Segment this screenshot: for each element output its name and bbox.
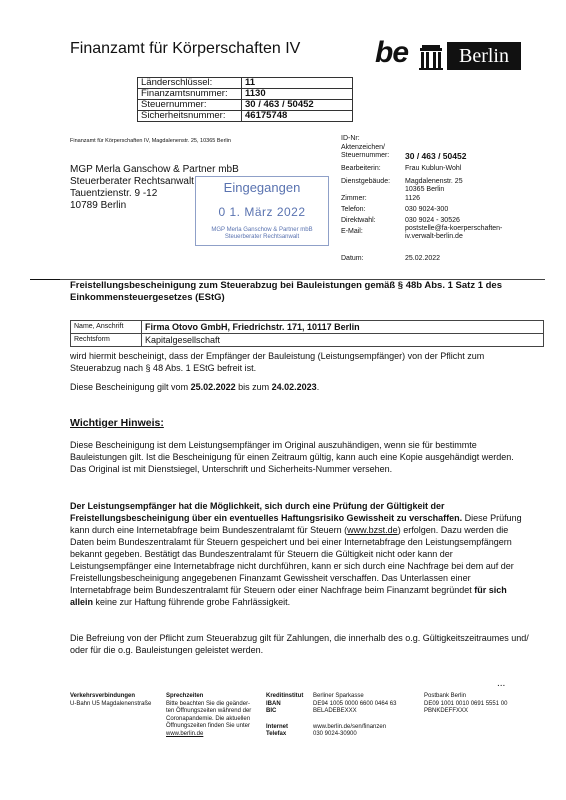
footer-value: Postbank Berlin [424, 693, 467, 699]
footer-value: Öffnungszeiten finden Sie unter [166, 723, 250, 729]
certification-text: wird hiermit bescheinigt, dass der Empfänger der Bauleistung (Leistungsempfänger) von der Pflicht zum Steuerabzug nach § 48 Abs. 1 EStG befreit ist. [70, 351, 485, 373]
table-row [138, 89, 353, 100]
table-row [138, 111, 353, 122]
notice-paragraph-2 [70, 500, 530, 608]
stamp-firm [196, 227, 328, 241]
id-label: ID-Nr: [341, 135, 360, 142]
aktenzeichen-label: Aktenzeichen/ [341, 144, 385, 151]
notice-bold: Der Leistungsempfänger hat die Möglichkeit, sich durch eine Prüfung der Gültigkeit der Freistellungsbescheinigung über ein eventuelles Haftungsrisiko Gewissheit zu verschaffen. [70, 501, 463, 523]
document-subject: Freistellungsbescheinigung zum Steuerabzug bei Bauleistungen gemäß § 48b Abs. 1 Satz 1 des Einkommensteuergesetzes (EStG) [70, 280, 502, 303]
footer-value: DE09 1001 0010 0691 5551 00 [424, 700, 508, 707]
footer-label: Verkehrsverbindungen [70, 693, 136, 699]
footer-value: 030 9024-30900 [313, 731, 357, 737]
bzst-link[interactable]: www.bzst.de [347, 525, 398, 535]
footer-label: IBAN [266, 700, 281, 707]
footer-value: Berliner Sparkasse [313, 693, 364, 699]
key-value: 30 / 463 / 50452 [242, 100, 353, 111]
footer-label: BIC [266, 708, 277, 714]
notice-heading: Wichtiger Hinweis: [70, 417, 164, 429]
firm-name: Firma Otovo GmbH, Friedrichstr. 171, 10117 Berlin [142, 321, 544, 334]
datum-label: Datum: [341, 255, 364, 262]
datum-value: 25.02.2022 [405, 255, 441, 262]
aktenzeichen-value: 30 / 463 / 50452 [405, 151, 467, 161]
recipient-line: Steuerberater Rechtsanwalt [70, 176, 194, 187]
recipient-line: 10789 Berlin [70, 200, 127, 211]
notice-text: ) erfolgen. Dazu werden die Daten beim Bundeszentralamt für Steuern gespeichert und bei einer Internetabfrage den Leistungsempfängern bekannt gegeben. Bestätigt das Bundeszentralamt für Steuern die Gültigkeit nicht oder kann der Leistungsempfänger eine Internetabfrage nicht durchführen, kann er sich durch eine Nachfrage bei dem auf der Freistellungsbescheinigung angegebenen Finanzamt Gewissheit verschaffen. Das Unterlassen einer Internetabfrage beim Bundeszentralamt für Steuern oder einer Nachfrage beim Finanzamt begründet [70, 525, 514, 595]
footer-value: DE94 1005 0000 6600 0464 63 [313, 700, 397, 707]
firm-label: Rechtsform [71, 334, 142, 347]
key-value: 46175748 [242, 111, 353, 122]
stamp-date: 0 1. März 2022 [218, 205, 306, 219]
office-name: Finanzamt für Körperschaften IV [70, 40, 301, 57]
footer-value: BELADEBEXXX [313, 708, 357, 714]
brandenburg-gate-icon [419, 44, 443, 70]
dienstgebaeude-value: Magdalenenstr. 25 [405, 178, 463, 185]
received-stamp [195, 176, 329, 246]
footer-bank-labels [266, 693, 303, 739]
valid-to: 24.02.2023 [271, 382, 317, 392]
email-value: poststelle@fa-koerperschaften- [405, 225, 503, 232]
direktwahl-label: Direktwahl: [341, 217, 376, 224]
zimmer-value: 1126 [405, 195, 421, 202]
key-value: 1130 [242, 89, 353, 100]
firm-legal-form: Kapitalgesellschaft [142, 334, 544, 347]
email-label: E-Mail: [341, 228, 363, 235]
bearbeiterin-value: Frau Kublun-Wohl [405, 165, 462, 172]
dienstgebaeude-label: Dienstgebäude: [341, 178, 391, 185]
notice-paragraph-1: Diese Bescheinigung ist dem Leistungsempfänger im Original auszuhändigen, wenn sie für bestimmte Bauleistungen gilt. Ist die Bescheinigung für einen Zeitraum gültig, kann auch eine Kopie ausgehändigt werden. Das Original ist mit Dienstsiegel, Unterschrift und Sicherheits-Nummer versehen. [70, 440, 514, 474]
table-row [71, 334, 544, 347]
footer-label: Internet [266, 723, 289, 730]
table-row [71, 321, 544, 334]
key-label: Steuernummer: [138, 100, 242, 111]
steuernummer-label: Steuernummer: [341, 152, 390, 159]
direktwahl-value: 030 9024 - 30526 [405, 217, 460, 224]
logo-city: Berlin [447, 42, 521, 70]
key-label: Finanzamtsnummer: [138, 89, 242, 100]
footer-value: ten Öffnungszeiten während der [166, 708, 252, 714]
footer-value: PBNKDEFFXXX [424, 708, 469, 714]
firm-label: Name, Anschrift [71, 321, 142, 334]
stamp-received: Eingegangen [223, 180, 301, 195]
validity-suffix: . [316, 382, 320, 392]
continuation-dots: ... [497, 678, 506, 689]
footer-label: Kreditinstitut [266, 693, 304, 699]
berlin-link[interactable]: www.berlin.de [166, 730, 204, 737]
dienstgebaeude-value: 10365 Berlin [405, 186, 445, 193]
tax-key-table [137, 77, 353, 122]
footer-hours [166, 693, 251, 738]
footer-value: Bitte beachten Sie die geänder- [166, 700, 251, 707]
footer-bank-1 [313, 693, 396, 739]
table-row [138, 78, 353, 89]
notice-text: keine zur Haftung führende grobe Fahrlässigkeit. [93, 597, 291, 607]
validity-text [70, 381, 530, 393]
berlin-logo [375, 36, 523, 72]
bearbeiterin-label: Bearbeiterin: [341, 165, 381, 172]
logo-prefix: be [375, 36, 409, 69]
recipient-line: MGP Merla Ganschow & Partner mbB [70, 164, 239, 175]
validity-mid: bis zum [235, 382, 272, 392]
stamp-firm-line: MGP Merla Ganschow & Partner mbB [211, 227, 313, 233]
firm-table [70, 320, 544, 347]
fold-mark [30, 279, 60, 280]
telefon-label: Telefon: [341, 206, 366, 213]
footer-value: U-Bahn U5 Magdalenenstraße [70, 700, 152, 707]
table-row [138, 100, 353, 111]
stamp-firm-line: Steuerberater Rechtsanwalt [224, 234, 300, 240]
valid-from: 25.02.2022 [190, 382, 236, 392]
key-value: 11 [242, 78, 353, 89]
footer-label: Telefax [266, 731, 287, 737]
notice-bold: für sich allein [70, 585, 507, 607]
footer-label: Sprechzeiten [166, 693, 204, 699]
zimmer-label: Zimmer: [341, 195, 367, 202]
key-label: Länderschlüssel: [138, 78, 242, 89]
validity-prefix: Diese Bescheinigung gilt vom [70, 382, 191, 392]
notice-paragraph-3: Die Befreiung von der Pflicht zum Steuerabzug gilt für Zahlungen, die innerhalb des o.g. Gültigkeitszeitraumes und/ oder für die o.g. Bauleistungen geleistet werden. [70, 633, 529, 655]
recipient-line: Tauentzienstr. 9 -12 [70, 188, 158, 199]
footer-transport [70, 693, 151, 708]
email-value: iv.verwalt-berlin.de [405, 233, 463, 240]
footer-bank-2 [424, 693, 507, 716]
sender-line: Finanzamt für Körperschaften IV, Magdalenenstr. 25, 10365 Berlin [70, 138, 231, 144]
notice-text: Diese Prüfung kann durch eine Internetabfrage beim Bundeszentralamt für Steuern ( [70, 513, 522, 535]
key-label: Sicherheitsnummer: [138, 111, 242, 122]
footer-value: Coronapandemie. Die aktuellen [166, 715, 251, 722]
footer-value: www.berlin.de/sen/finanzen [313, 723, 387, 730]
telefon-value: 030 9024-300 [405, 206, 449, 213]
